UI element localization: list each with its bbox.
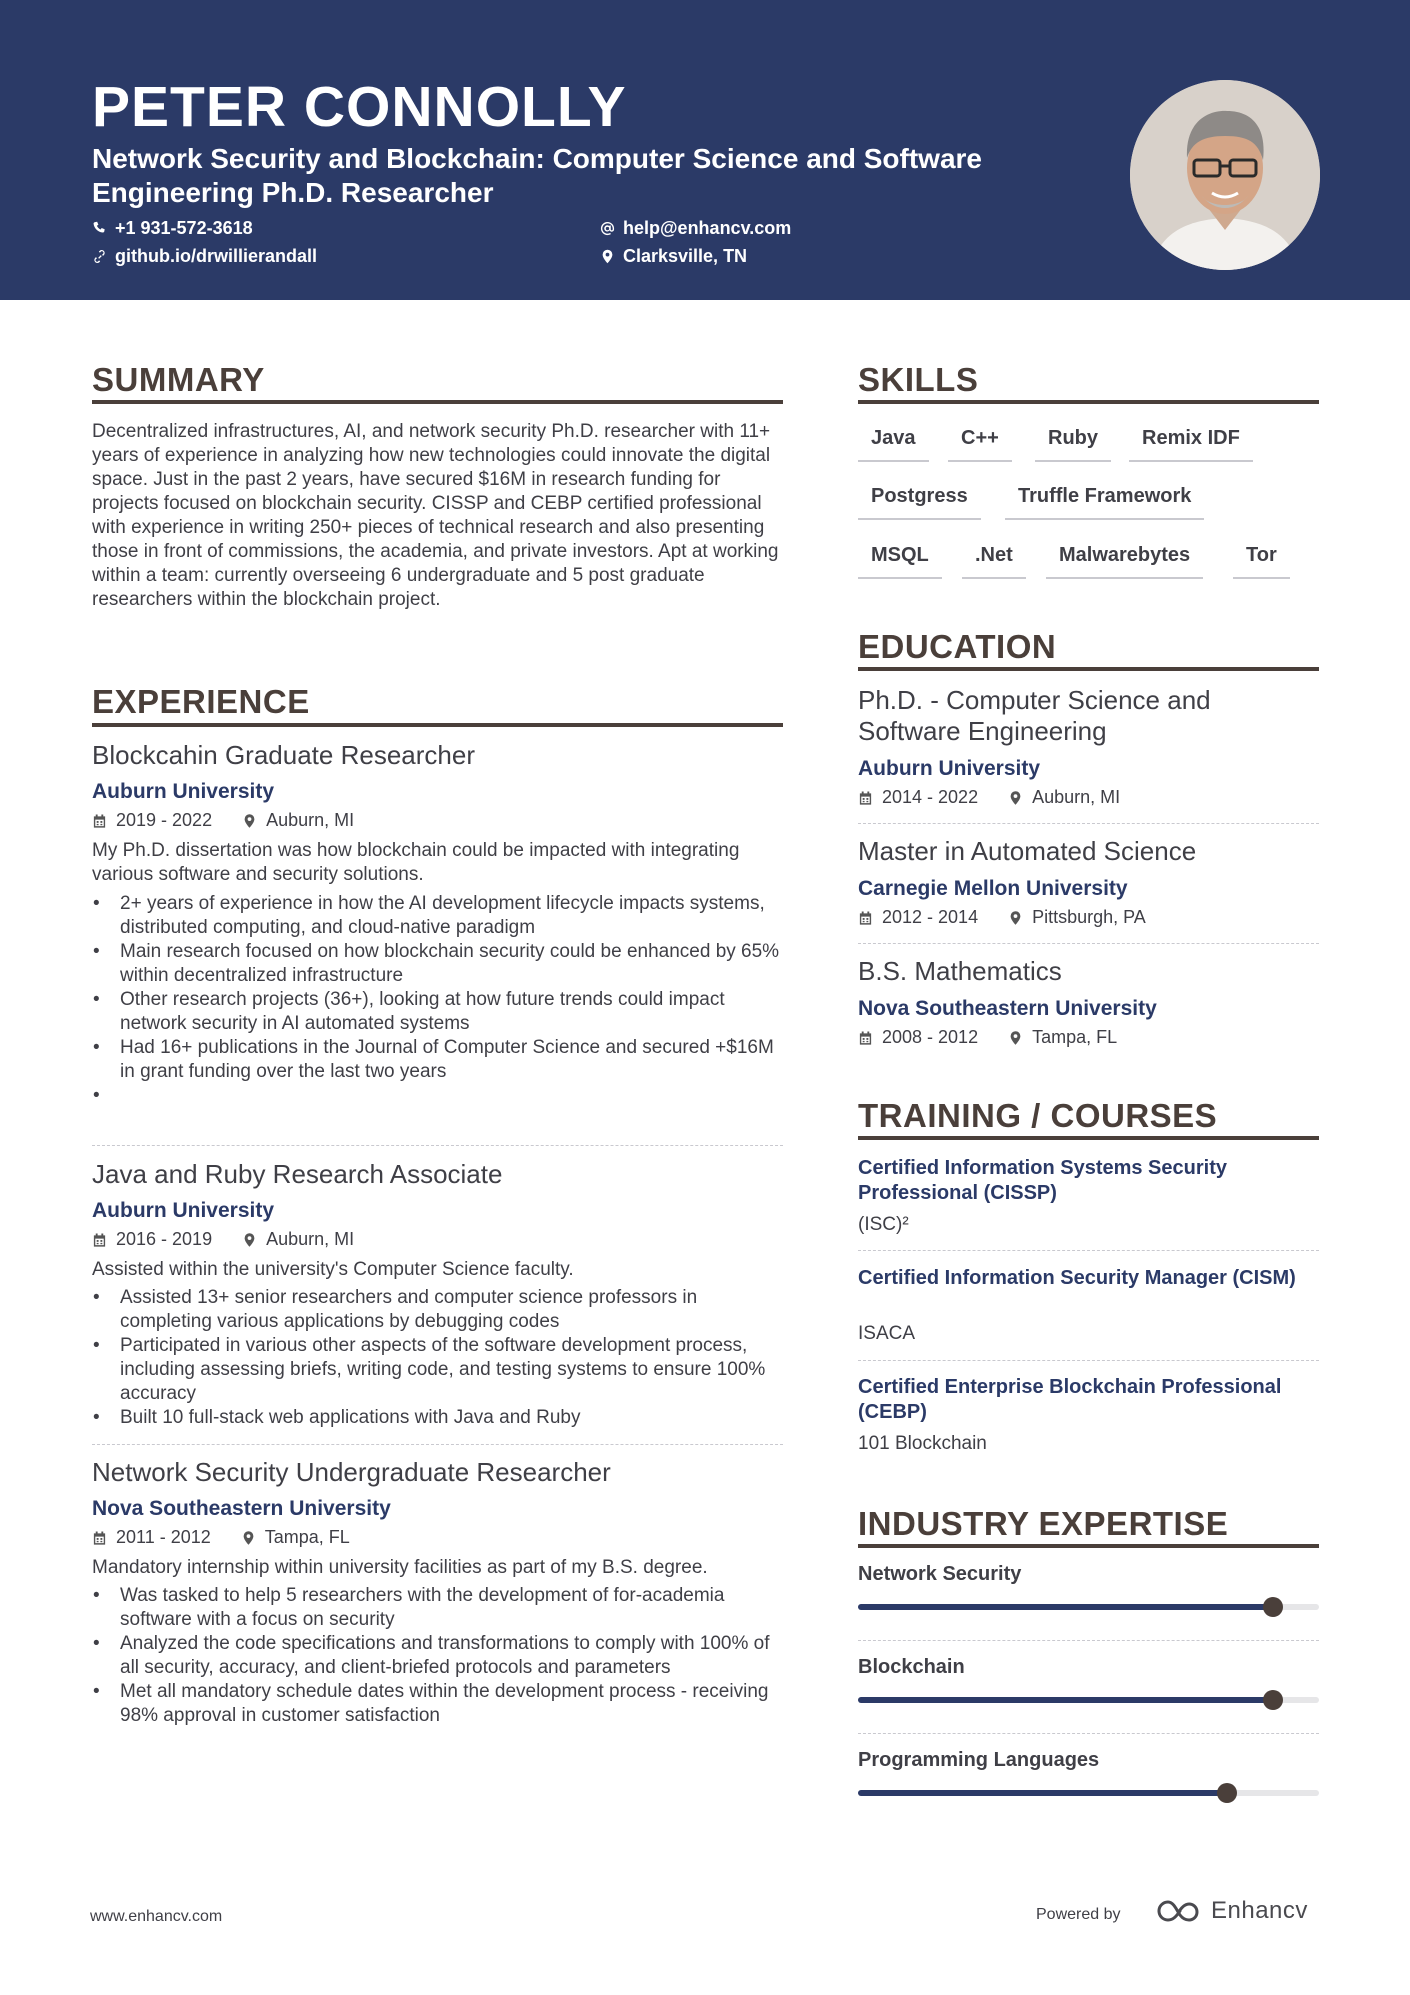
education-meta	[858, 787, 1120, 808]
phone-text: +1 931-572-3618	[115, 218, 253, 238]
calendar-icon	[92, 1530, 107, 1546]
job-dates: 2019 - 2022	[116, 810, 213, 830]
skill-tag: Malwarebytes	[1046, 537, 1203, 579]
footer-powered-by: Powered by	[1036, 1906, 1121, 1923]
course-issuer: 101 Blockchain	[858, 1433, 987, 1454]
location-pin-icon	[1008, 790, 1023, 806]
at-icon	[600, 221, 615, 236]
expertise-bar-knob	[1217, 1783, 1237, 1803]
job-dates: 2016 - 2019	[116, 1229, 213, 1249]
job-dates: 2011 - 2012	[116, 1527, 211, 1547]
job-org: Auburn University	[92, 780, 275, 803]
contact-email[interactable]	[600, 218, 791, 239]
divider	[858, 943, 1319, 944]
skill-tag: Postgress	[858, 478, 981, 520]
list-item: • Participated in various other aspects of the software development process, including assessing briefs, writing code, and testing systems to ensure 100% accuracy	[92, 1334, 783, 1406]
list-item: • Had 16+ publications in the Journal of Computer Science and secured +$16M in grant funding over the last two years	[92, 1036, 783, 1084]
candidate-title: Network Security and Blockchain: Computer Science and Software Engineering Ph.D. Researcher	[92, 143, 982, 208]
divider	[858, 1640, 1319, 1641]
job-description: Assisted within the university's Computer Science faculty.	[92, 1259, 574, 1280]
location-pin-icon	[242, 1232, 257, 1248]
experience-rule	[92, 723, 783, 727]
list-item-empty	[92, 1084, 783, 1108]
education-location: Auburn, MI	[1032, 787, 1121, 807]
expertise-bar	[858, 1790, 1319, 1796]
degree-title: Master in Automated Science	[858, 836, 1197, 866]
resume-header	[0, 0, 1410, 300]
summary-text: Decentralized infrastructures, AI, and network security Ph.D. researcher with 11+ years of experience in analyzing how new technologies could innovate the digital space. Just in the past 2 years, have secured $16M in research funding for projects focused on blockchain security. CISSP and CEBP certified professional with experience in writing 250+ pieces of technical research and also presenting those in front of commissions, the academia, and private investors. Apt at working within a team: currently overseeing 6 undergraduate and 5 post graduate researchers within the blockchain project.	[92, 421, 779, 610]
school-name: Auburn University	[858, 757, 1041, 780]
training-rule	[858, 1136, 1319, 1140]
education-meta	[858, 907, 1146, 928]
calendar-icon	[858, 1030, 873, 1046]
skills-rule	[858, 400, 1319, 404]
job-meta	[92, 1527, 350, 1548]
contact-phone[interactable]	[92, 218, 253, 239]
skill-tag: Tor	[1233, 537, 1290, 579]
website-text: github.io/drwillierandall	[115, 246, 318, 266]
expertise-bar-knob	[1263, 1690, 1283, 1710]
calendar-icon	[92, 813, 107, 829]
education-heading: EDUCATION	[858, 628, 1057, 665]
divider	[858, 823, 1319, 824]
education-location: Tampa, FL	[1032, 1027, 1118, 1047]
experience-heading: EXPERIENCE	[92, 683, 310, 720]
course-issuer: (ISC)²	[858, 1214, 909, 1235]
list-item: • Was tasked to help 5 researchers with the development of for-academia software with a focus on security	[92, 1584, 783, 1632]
contact-location	[600, 246, 747, 267]
expertise-label: Blockchain	[858, 1656, 965, 1678]
expertise-bar	[858, 1604, 1319, 1610]
degree-title: B.S. Mathematics	[858, 956, 1062, 986]
divider	[92, 1145, 783, 1146]
course-name: Certified Enterprise Blockchain Professional (CEBP)	[858, 1376, 1282, 1423]
education-dates: 2012 - 2014	[882, 907, 979, 927]
footer-brand: Enhancv	[1211, 1897, 1308, 1924]
avatar	[1130, 80, 1320, 270]
course-name: Certified Information Security Manager (CISM)	[858, 1267, 1296, 1289]
divider	[92, 1444, 783, 1445]
footer-website[interactable]: www.enhancv.com	[90, 1908, 223, 1925]
divider	[858, 1250, 1319, 1251]
expertise-bar-fill	[858, 1604, 1273, 1610]
expertise-bar-fill	[858, 1697, 1273, 1703]
expertise-heading: INDUSTRY EXPERTISE	[858, 1505, 1229, 1542]
skills-heading: SKILLS	[858, 361, 979, 398]
skill-tag: C++	[948, 420, 1012, 462]
education-location: Pittsburgh, PA	[1032, 907, 1146, 927]
skill-tag: MSQL	[858, 537, 942, 579]
contact-website[interactable]	[92, 246, 317, 267]
job-title: Blockcahin Graduate Researcher	[92, 740, 475, 770]
degree-title: Ph.D. - Computer Science and Software Engineering	[858, 685, 1211, 746]
location-pin-icon	[241, 1530, 256, 1546]
enhancv-logo-icon	[1155, 1897, 1203, 1925]
education-rule	[858, 667, 1319, 671]
job-bullets	[92, 1584, 783, 1728]
expertise-label: Programming Languages	[858, 1749, 1100, 1771]
job-location: Tampa, FL	[264, 1527, 350, 1547]
job-meta	[92, 810, 354, 831]
expertise-label: Network Security	[858, 1563, 1022, 1585]
candidate-name: PETER CONNOLLY	[92, 75, 627, 139]
job-description: My Ph.D. dissertation was how blockchain could be impacted with integrating various software and security solutions.	[92, 840, 740, 885]
job-org: Nova Southeastern University	[92, 1497, 391, 1520]
footer-logo[interactable]	[1155, 1897, 1308, 1925]
expertise-rule	[858, 1544, 1319, 1548]
skill-tag: Truffle Framework	[1005, 478, 1204, 520]
skill-tag: Ruby	[1035, 420, 1111, 462]
list-item: • Analyzed the code specifications and transformations to comply with 100% of all security, accuracy, and client-briefed protocols and parameters	[92, 1632, 783, 1680]
calendar-icon	[858, 790, 873, 806]
list-item: • Met all mandatory schedule dates within the development process - receiving 98% approval in customer satisfaction	[92, 1680, 783, 1728]
location-text: Clarksville, TN	[623, 246, 748, 266]
skill-tag: .Net	[962, 537, 1026, 579]
education-meta	[858, 1027, 1117, 1048]
location-pin-icon	[1008, 1030, 1023, 1046]
calendar-icon	[92, 1232, 107, 1248]
training-heading: TRAINING / COURSES	[858, 1097, 1218, 1134]
course-name: Certified Information Systems Security Professional (CISSP)	[858, 1157, 1227, 1204]
job-title: Network Security Undergraduate Researcher	[92, 1457, 611, 1487]
calendar-icon	[858, 910, 873, 926]
divider	[858, 1733, 1319, 1734]
school-name: Carnegie Mellon University	[858, 877, 1128, 900]
summary-heading: SUMMARY	[92, 361, 265, 398]
expertise-bar	[858, 1697, 1319, 1703]
location-pin-icon	[600, 249, 615, 264]
job-meta	[92, 1229, 354, 1250]
list-item: • Built 10 full-stack web applications with Java and Ruby	[92, 1406, 783, 1430]
job-org: Auburn University	[92, 1199, 275, 1222]
job-location: Auburn, MI	[266, 810, 355, 830]
job-bullets	[92, 1286, 783, 1430]
expertise-bar-fill	[858, 1790, 1227, 1796]
divider	[858, 1360, 1319, 1361]
profile-photo	[1130, 80, 1320, 270]
summary-rule	[92, 400, 783, 404]
skill-tag: Remix IDF	[1129, 420, 1253, 462]
email-text: help@enhancv.com	[623, 218, 792, 238]
job-location: Auburn, MI	[266, 1229, 355, 1249]
job-description: Mandatory internship within university facilities as part of my B.S. degree.	[92, 1557, 708, 1578]
list-item: • Other research projects (36+), looking at how future trends could impact network security in AI automated systems	[92, 988, 783, 1036]
school-name: Nova Southeastern University	[858, 997, 1157, 1020]
expertise-bar-knob	[1263, 1597, 1283, 1617]
link-icon	[92, 249, 107, 264]
education-dates: 2008 - 2012	[882, 1027, 979, 1047]
education-dates: 2014 - 2022	[882, 787, 979, 807]
list-item: • Assisted 13+ senior researchers and computer science professors in completing various applications by debugging codes	[92, 1286, 783, 1334]
job-bullets	[92, 892, 783, 1108]
phone-icon	[92, 221, 107, 236]
location-pin-icon	[1008, 910, 1023, 926]
list-item: • Main research focused on how blockchain security could be enhanced by 65% within decentralized infrastructure	[92, 940, 783, 988]
location-pin-icon	[242, 813, 257, 829]
course-issuer: ISACA	[858, 1323, 916, 1344]
job-title: Java and Ruby Research Associate	[92, 1159, 503, 1189]
list-item: • 2+ years of experience in how the AI development lifecycle impacts systems, distributed computing, and cloud-native paradigm	[92, 892, 783, 940]
skill-tag: Java	[858, 420, 929, 462]
